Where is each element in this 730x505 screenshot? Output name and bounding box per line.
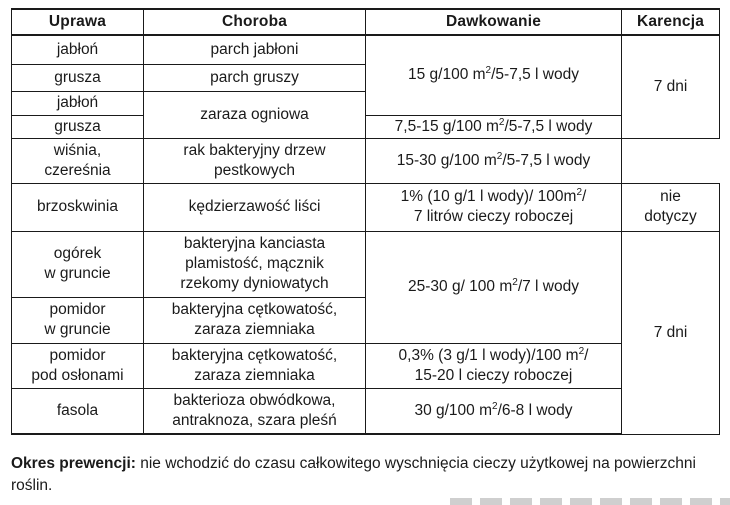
crop-cell: pomidor w gruncie [12, 297, 144, 343]
disease-cell: bakteryjna cętkowatość, zaraza ziemniaka [144, 297, 366, 343]
crop-cell: grusza [12, 115, 144, 138]
table-row [12, 138, 720, 183]
disease-cell: parch gruszy [144, 64, 366, 91]
disease-cell: bakteryjna cętkowatość, zaraza ziemniaka [144, 343, 366, 388]
header-withdrawal: Karencja [622, 9, 720, 35]
crop-cell: wiśnia, czereśnia [12, 138, 144, 183]
dosage-table [11, 8, 720, 435]
dosage-cell: 15 g/100 $m^2/5-7,5$ l wody [366, 35, 622, 115]
table-row [12, 35, 720, 64]
dosage-cell: 0,3% (3 g/1 l wody)/100 $m^2/$ 15-20 l cieczy roboczej [366, 343, 622, 388]
disease-cell: bakteryjna kanciasta plamistość, mącznik rzekomy dyniowatych [144, 231, 366, 297]
dosage-table-wrapper [11, 8, 719, 435]
crop-cell: jabłoń [12, 35, 144, 64]
withdrawal-cell: nie dotyczy [622, 183, 720, 231]
table-row [12, 183, 720, 231]
table-row [12, 343, 720, 388]
withdrawal-cell: 7 dni [622, 35, 720, 138]
dosage-cell: 30 g/100 $m^2/6-8$ l wody [366, 388, 622, 434]
dosage-cell: 7,5-15 g/100 $m^2/5-7,5$ l wody [366, 115, 622, 138]
disease-cell: bakterioza obwódkowa, antraknoza, szara pleśń [144, 388, 366, 434]
withdrawal-cell: 7 dni [622, 231, 720, 434]
header-crop: Uprawa [12, 9, 144, 35]
disease-cell: kędzierzawość liści [144, 183, 366, 231]
header-dosage: Dawkowanie [366, 9, 622, 35]
crop-cell: fasola [12, 388, 144, 434]
disease-cell: rak bakteryjny drzew pestkowych [144, 138, 366, 183]
table-row [12, 115, 720, 138]
disease-cell: parch jabłoni [144, 35, 366, 64]
table-row [12, 388, 720, 434]
dosage-cell: 15-30 g/100 $m^2/5-7,5$ l wody [366, 138, 622, 183]
crop-cell: brzoskwinia [12, 183, 144, 231]
decorative-footer-strip [450, 498, 730, 505]
prevention-note [11, 453, 711, 497]
crop-cell: ogórek w gruncie [12, 231, 144, 297]
header-disease: Choroba [144, 9, 366, 35]
prevention-note-label: Okres prewencji: [11, 455, 136, 472]
crop-cell: pomidor pod osłonami [12, 343, 144, 388]
prevention-note-text: nie wchodzić do czasu całkowitego wyschnięcia cieczy użytkowej na powierzchni roślin. [11, 455, 696, 494]
crop-cell: grusza [12, 64, 144, 91]
table-header-row [12, 9, 720, 35]
dosage-cell: 25-30 g/ 100 $m^2/7$ l wody [366, 231, 622, 343]
dosage-cell: 1% (10 g/1 l wody)/ $100m^2/$ 7 litrów cieczy roboczej [366, 183, 622, 231]
disease-cell: zaraza ogniowa [144, 91, 366, 138]
crop-cell: jabłoń [12, 91, 144, 115]
table-row [12, 231, 720, 297]
